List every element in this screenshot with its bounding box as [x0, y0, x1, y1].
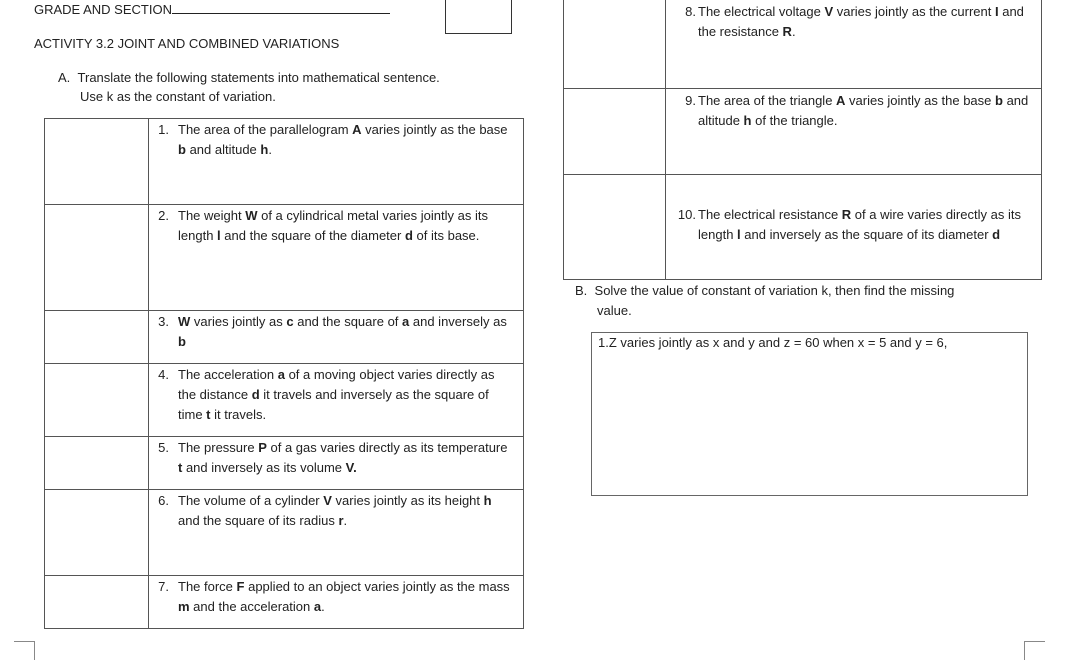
item-text: [678, 91, 1033, 131]
variable-name: P: [258, 440, 267, 455]
item-text: [157, 120, 515, 160]
variable-name: c: [286, 314, 294, 329]
item-number: 10.: [677, 207, 696, 222]
item-4: [157, 365, 515, 425]
item-text-part: .: [791, 24, 796, 39]
item-number: 1.: [158, 122, 169, 137]
item-text-part: of a wire varies directly as its length: [698, 207, 1021, 242]
item-text-part: varies jointly as: [190, 314, 287, 329]
item-text: [678, 205, 1033, 245]
item-3: [157, 312, 515, 352]
variable-name: d: [992, 227, 1001, 242]
answer-cell-7[interactable]: [45, 576, 149, 629]
item-text-part: varies jointly as the base: [361, 122, 508, 137]
item-text-part: The volume of a cylinder: [178, 493, 324, 508]
variable-name: R: [782, 24, 792, 39]
answer-cell-4[interactable]: [45, 364, 149, 437]
table-row: [45, 311, 524, 364]
table-row: [45, 119, 524, 205]
question-cell-9: [666, 89, 1042, 175]
question-cell-6: [149, 490, 524, 576]
item-text-part: and altitude: [698, 93, 1029, 128]
item-text-part: and the square of its radius: [178, 513, 339, 528]
item-text: [157, 206, 515, 246]
variable-name: a: [277, 367, 285, 382]
table-row: [45, 364, 524, 437]
variable-name: V: [824, 4, 834, 19]
variable-name: b: [178, 334, 186, 349]
variable-name: a: [313, 599, 322, 614]
item-text-part: and inversely as the square of its diameter: [740, 227, 993, 242]
item-text-part: and the acceleration: [189, 599, 314, 614]
question-cell-7: [149, 576, 524, 629]
answer-cell-5[interactable]: [45, 437, 149, 490]
score-box[interactable]: [445, 0, 512, 34]
item-text: [678, 2, 1033, 42]
item-text-part: varies jointly as its height: [331, 493, 484, 508]
item-text-part: varies jointly as the base: [845, 93, 995, 108]
item-text-part: The weight: [178, 208, 246, 223]
item-text: [157, 438, 515, 478]
section-a-instruction-line2: Use k as the constant of variation.: [80, 89, 276, 104]
item-text-part: .: [321, 599, 325, 614]
grade-section-field: [34, 2, 390, 17]
table-row: [45, 490, 524, 576]
variable-name: d: [251, 387, 260, 402]
table-row: [45, 576, 524, 629]
answer-cell-1[interactable]: [45, 119, 149, 205]
item-text-part: of a gas varies directly as its temperature: [266, 440, 508, 455]
item-text-part: The electrical voltage: [698, 4, 825, 19]
table-row: [45, 437, 524, 490]
item-8: [678, 2, 1033, 42]
variable-name: W: [245, 208, 258, 223]
item-text-part: .: [343, 513, 348, 528]
item-text-part: of a cylindrical metal varies jointly as its length: [178, 208, 488, 243]
variable-name: d: [404, 228, 413, 243]
item-text-part: and inversely as its volume: [182, 460, 346, 475]
grade-section-label: GRADE AND SECTION: [34, 2, 172, 17]
item-text-part: varies jointly as the current: [833, 4, 995, 19]
item-text-part: it travels and inversely as the square of time: [178, 387, 489, 422]
section-b-marker: B.: [575, 283, 588, 298]
table-row: [564, 175, 1042, 280]
variable-name: b: [995, 93, 1003, 108]
question-cell-5: [149, 437, 524, 490]
item-text-part: The area of the triangle: [698, 93, 837, 108]
variable-name: l: [217, 228, 221, 243]
section-a-table-continued: [563, 0, 1042, 280]
section-a-instructions: [58, 68, 440, 106]
question-cell-3: [149, 311, 524, 364]
variable-name: h: [743, 113, 752, 128]
table-row: [45, 205, 524, 311]
variable-name: r: [338, 513, 344, 528]
section-b-instructions: [575, 281, 954, 321]
item-number: 4.: [158, 367, 169, 382]
item-text-part: applied to an object varies jointly as the mass: [244, 579, 510, 594]
item-1: [157, 120, 515, 160]
item-text: [157, 312, 515, 352]
question-cell-2: [149, 205, 524, 311]
item-10: [678, 205, 1033, 245]
item-text-part: The area of the parallelogram: [178, 122, 353, 137]
item-text: [157, 491, 515, 531]
problem-1-text: 1.Z varies jointly as x and y and z = 60 when x = 5 and y = 6,: [598, 335, 948, 350]
item-number: 8.: [685, 4, 696, 19]
answer-cell-10[interactable]: [564, 175, 666, 280]
page-corner-mark-right: [1024, 641, 1045, 660]
section-b-instruction-line1: Solve the value of constant of variation k, then find the missing: [594, 283, 955, 298]
variable-name: m: [178, 599, 190, 614]
item-2: [157, 206, 515, 246]
table-row: [564, 89, 1042, 175]
section-a-marker: A.: [58, 70, 71, 85]
question-cell-1: [149, 119, 524, 205]
item-6: [157, 491, 515, 531]
item-text-part: The acceleration: [178, 367, 278, 382]
item-text-part: and the square of: [293, 314, 403, 329]
section-a-instruction-line1: Translate the following statements into mathematical sentence.: [77, 70, 440, 85]
page-corner-mark-left: [14, 641, 35, 660]
item-text-part: and altitude: [185, 142, 261, 157]
variable-name: t: [206, 407, 211, 422]
item-number: 7.: [158, 579, 169, 594]
item-7: [157, 577, 515, 617]
variable-name: b: [178, 142, 186, 157]
variable-name: A: [836, 93, 846, 108]
table-row: [564, 0, 1042, 89]
grade-section-blank[interactable]: [172, 4, 390, 14]
variable-name: l: [737, 227, 741, 242]
item-text-part: and the resistance: [698, 4, 1024, 39]
variable-name: t: [178, 460, 183, 475]
question-cell-4: [149, 364, 524, 437]
item-text-part: and inversely as: [409, 314, 507, 329]
item-text-part: .: [268, 142, 272, 157]
answer-cell-9[interactable]: [564, 89, 666, 175]
item-9: [678, 91, 1033, 131]
item-text-part: of a moving object varies directly as the distance: [178, 367, 495, 402]
answer-cell-6[interactable]: [45, 490, 149, 576]
item-text-part: of its base.: [412, 228, 480, 243]
item-text-part: and the square of the diameter: [220, 228, 405, 243]
item-text-part: it travels.: [210, 407, 267, 422]
variable-name: V: [323, 493, 332, 508]
variable-name: I: [994, 4, 999, 19]
activity-title: ACTIVITY 3.2 JOINT AND COMBINED VARIATIONS: [34, 36, 340, 51]
answer-cell-3[interactable]: [45, 311, 149, 364]
answer-cell-8[interactable]: [564, 0, 666, 89]
item-text-part: of the triangle.: [751, 113, 838, 128]
variable-name: V.: [345, 460, 357, 475]
section-b-instruction-line2: value.: [597, 303, 632, 318]
item-number: 3.: [158, 314, 169, 329]
item-number: 6.: [158, 493, 169, 508]
item-text: [157, 365, 515, 425]
item-text: [157, 577, 515, 617]
answer-cell-2[interactable]: [45, 205, 149, 311]
problem-1-box[interactable]: [591, 332, 1028, 496]
section-a-table: [44, 118, 524, 629]
variable-name: A: [352, 122, 362, 137]
item-number: 5.: [158, 440, 169, 455]
variable-name: h: [260, 142, 269, 157]
item-text-part: The pressure: [178, 440, 259, 455]
question-cell-8: [666, 0, 1042, 89]
item-text-part: The force: [178, 579, 237, 594]
variable-name: h: [483, 493, 492, 508]
variable-name: F: [236, 579, 245, 594]
item-number: 2.: [158, 208, 169, 223]
item-text-part: The electrical resistance: [698, 207, 842, 222]
item-number: 9.: [685, 93, 696, 108]
variable-name: W: [178, 314, 191, 329]
question-cell-10: [666, 175, 1042, 280]
variable-name: a: [402, 314, 410, 329]
variable-name: R: [841, 207, 852, 222]
item-5: [157, 438, 515, 478]
